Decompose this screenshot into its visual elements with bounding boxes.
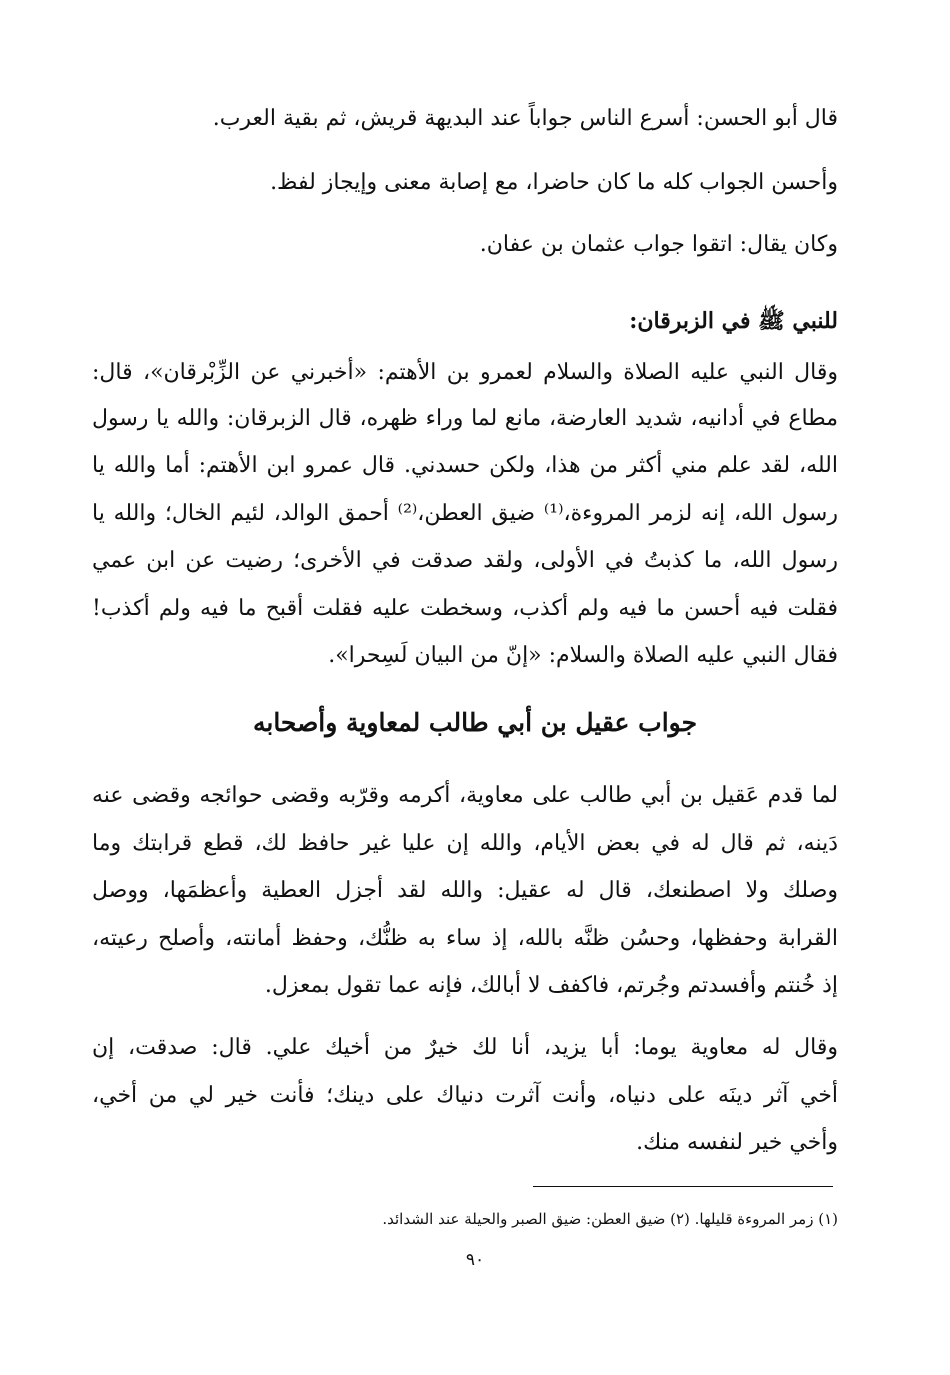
text-line: أخي آثر دينَه على دنياه، وأنت آثرت دنياك على دينك؛ فأنت خير لي من أخي،	[92, 1083, 838, 1108]
text-line: القرابة وحفظها، وحسُن ظنَّه بالله، إذ ساء به ظنُّك، وحفظ أمانته، وأصلح رعيته،	[92, 926, 838, 951]
footnote: (١) زمر المروءة قليلها. (٢) ضيق العطن: ضيق الصبر والحيلة عند الشدائد.	[382, 1210, 838, 1228]
text-line: إذ خُنتم وأفسدتم وجُرتم، فاكفف لا أبالك، فإنه عما تقول بمعزل.	[264, 973, 838, 998]
text-line: الله، لقد علم مني أكثر من هذا، ولكن حسدني. قال عمرو ابن الأهتم: أما والله يا	[92, 453, 838, 478]
text-line: وأحسن الجواب كله ما كان حاضرا، مع إصابة معنى وإيجاز لفظ.	[270, 170, 838, 195]
text-line: فقلت فيه أحسن ما فيه ولم أكذب، وسخطت عليه فقلت أقبح ما فيه ولم أكذب!	[92, 596, 838, 621]
text-line: فقال النبي عليه الصلاة والسلام: «إنّ من البيان لَسِحرا».	[328, 643, 838, 668]
text-line: مطاع في أدانيه، شديد العارضة، مانع لما وراء ظهره، قال الزبرقان: والله يا رسول	[92, 406, 838, 431]
text-line: رسول الله، إنه لزمر المروءة،⁽¹⁾ ضيق العطن،⁽²⁾ أحمق الوالد، لئيم الخال؛ والله يا	[92, 501, 838, 526]
text-line: وصلك ولا اصطنعك، قال له عقيل: والله لقد أجزل العطية وأعظمَها، ووصل	[92, 878, 838, 903]
section-subheading: للنبي ﷺ في الزبرقان:	[629, 308, 838, 334]
text-line: وكان يقال: اتقوا جواب عثمان بن عفان.	[479, 232, 838, 257]
page-number: ٩٠	[465, 1250, 485, 1270]
text-line: دَينه، ثم قال له في بعض الأيام، والله إن عليا غير حافظ لك، قطع قرابتك وما	[92, 831, 838, 856]
text-line: وقال النبي عليه الصلاة والسلام لعمرو بن الأهتم: «أخبرني عن الزِّبْرقان»، قال:	[92, 360, 838, 385]
text-line: وقال له معاوية يوما: أبا يزيد، أنا لك خيرٌ من أخيك علي. قال: صدقت، إن	[92, 1035, 838, 1060]
text-line: وأخي خير لنفسه منك.	[636, 1130, 838, 1155]
footnote-divider	[533, 1186, 833, 1187]
section-heading: جواب عقيل بن أبي طالب لمعاوية وأصحابه	[252, 708, 698, 737]
text-line: لما قدم عَقيل بن أبي طالب على معاوية، أكرمه وقرّبه وقضى حوائجه وقضى عنه	[92, 783, 838, 808]
text-line: رسول الله، ما كذبتُ في الأولى، ولقد صدقت في الأخرى؛ رضيت عن ابن عمي	[92, 548, 838, 573]
text-line: قال أبو الحسن: أسرع الناس جواباً عند البديهة قريش، ثم بقية العرب.	[212, 106, 838, 131]
